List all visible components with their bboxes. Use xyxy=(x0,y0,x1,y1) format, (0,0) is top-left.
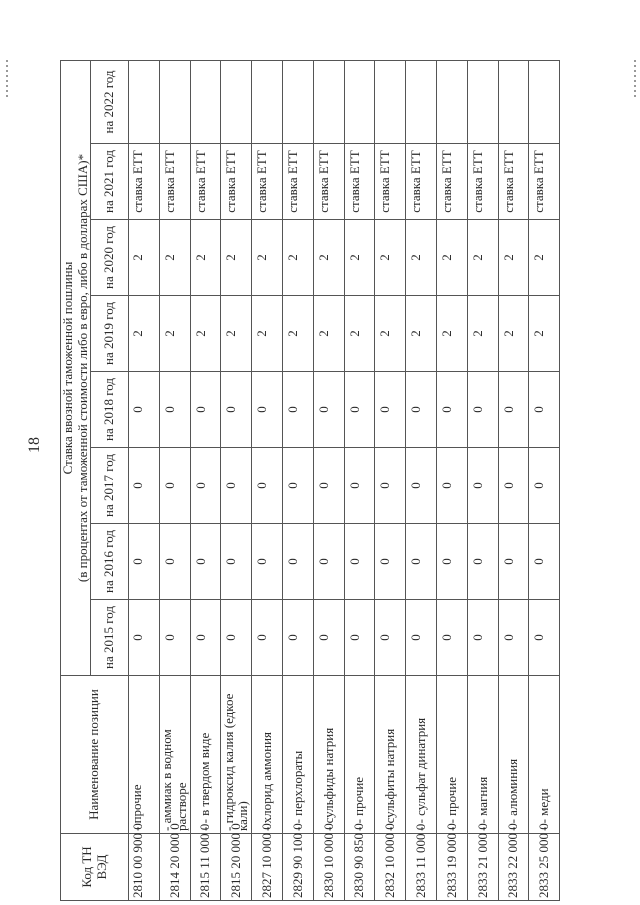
rate-cell xyxy=(529,60,560,143)
table-row xyxy=(467,60,498,900)
rate-cell: ставка ЕТТ xyxy=(467,144,498,220)
scan-margin-mark xyxy=(6,60,8,100)
rate-cell: 0 xyxy=(467,524,498,600)
rate-cell: 2 xyxy=(529,296,560,372)
row-code: 2827 10 000 0 xyxy=(252,834,283,901)
rate-cell: 0 xyxy=(313,372,344,448)
rate-cell: ставка ЕТТ xyxy=(252,144,283,220)
rate-cell: 0 xyxy=(467,600,498,676)
row-code: 2829 90 100 0 xyxy=(282,834,313,901)
year-header: на 2022 год xyxy=(91,60,129,143)
row-name: - - перхлораты xyxy=(282,676,313,834)
row-code: 2815 11 000 0 xyxy=(190,834,221,901)
rate-cell: 2 xyxy=(190,296,221,372)
row-code: 2833 21 000 0 xyxy=(467,834,498,901)
rate-cell xyxy=(159,60,190,143)
rate-cell: 0 xyxy=(529,448,560,524)
rate-cell xyxy=(221,60,252,143)
rate-cell xyxy=(282,60,313,143)
rate-cell: 2 xyxy=(467,296,498,372)
rate-cell: 2 xyxy=(344,220,375,296)
rate-cell: 0 xyxy=(190,448,221,524)
rate-cell xyxy=(436,60,467,143)
rate-cell: 2 xyxy=(529,220,560,296)
table-row xyxy=(344,60,375,900)
rate-cell: 2 xyxy=(159,220,190,296)
rate-cell: 0 xyxy=(313,524,344,600)
row-code: 2814 20 000 0 xyxy=(159,834,190,901)
rate-cell: ставка ЕТТ xyxy=(344,144,375,220)
table-row xyxy=(129,60,160,900)
rate-cell: 2 xyxy=(282,296,313,372)
row-name: - - магния xyxy=(467,676,498,834)
rate-cell xyxy=(313,60,344,143)
rate-cell: 0 xyxy=(498,372,529,448)
rate-cell: ставка ЕТТ xyxy=(221,144,252,220)
year-header: на 2021 год xyxy=(91,144,129,220)
rate-cell: 0 xyxy=(436,600,467,676)
table-row xyxy=(498,60,529,900)
rate-cell: 0 xyxy=(252,524,283,600)
rate-cell: 2 xyxy=(129,296,160,372)
rate-cell: 0 xyxy=(159,524,190,600)
table-row xyxy=(252,60,283,900)
row-code: 2830 10 000 0 xyxy=(313,834,344,901)
rate-cell: 0 xyxy=(221,524,252,600)
rate-cell xyxy=(252,60,283,143)
rate-cell: 0 xyxy=(159,600,190,676)
rate-cell: 0 xyxy=(406,372,437,448)
row-name: - сульфиды натрия xyxy=(313,676,344,834)
table-row xyxy=(406,60,437,900)
rate-cell: 0 xyxy=(529,600,560,676)
rate-cell: 0 xyxy=(406,600,437,676)
rate-cell: 0 xyxy=(190,524,221,600)
rate-cell: 2 xyxy=(190,220,221,296)
row-code: 2810 00 900 0 xyxy=(129,834,160,901)
rate-cell: 0 xyxy=(313,448,344,524)
row-code: 2830 90 850 0 xyxy=(344,834,375,901)
rate-cell: 0 xyxy=(221,372,252,448)
page-number: 18 xyxy=(26,437,43,453)
rate-cell: 0 xyxy=(436,524,467,600)
row-name: - аммиак в водном растворе xyxy=(159,676,190,834)
rate-cell xyxy=(190,60,221,143)
rate-cell: 0 xyxy=(375,372,406,448)
rate-cell: 0 xyxy=(313,600,344,676)
header-rate-line1: Ставка ввозной таможенной пошлины xyxy=(60,261,76,475)
rate-cell: 2 xyxy=(406,220,437,296)
rate-cell: 2 xyxy=(436,220,467,296)
scan-margin-mark xyxy=(634,60,636,100)
rate-cell: 0 xyxy=(252,448,283,524)
rate-cell: 0 xyxy=(467,448,498,524)
header-code: Код ТН ВЭД xyxy=(61,834,129,901)
rate-cell: 0 xyxy=(159,372,190,448)
row-code: 2833 19 000 0 xyxy=(436,834,467,901)
row-name: - прочие xyxy=(129,676,160,834)
rate-cell: 0 xyxy=(129,600,160,676)
rate-cell: ставка ЕТТ xyxy=(375,144,406,220)
rate-cell: 2 xyxy=(282,220,313,296)
header-name: Наименование позиции xyxy=(61,676,129,834)
rate-cell xyxy=(129,60,160,143)
rate-cell: 0 xyxy=(282,448,313,524)
table-body xyxy=(129,60,560,900)
rate-cell: ставка ЕТТ xyxy=(498,144,529,220)
row-name: - - прочие xyxy=(344,676,375,834)
rate-cell: ставка ЕТТ xyxy=(313,144,344,220)
rate-cell: 0 xyxy=(282,524,313,600)
row-name: - - меди xyxy=(529,676,560,834)
rate-cell: 0 xyxy=(375,600,406,676)
rate-cell: 2 xyxy=(159,296,190,372)
rate-cell: 0 xyxy=(159,448,190,524)
rate-cell: 2 xyxy=(313,296,344,372)
rate-cell: 0 xyxy=(129,524,160,600)
row-name: - - алюминия xyxy=(498,676,529,834)
rate-cell: 2 xyxy=(344,296,375,372)
rate-cell: ставка ЕТТ xyxy=(159,144,190,220)
rate-cell: 0 xyxy=(190,372,221,448)
table-row xyxy=(375,60,406,900)
rate-cell: 2 xyxy=(498,296,529,372)
rate-cell: 0 xyxy=(529,372,560,448)
rate-cell: 0 xyxy=(406,448,437,524)
row-name: - сульфиты натрия xyxy=(375,676,406,834)
rate-cell: 0 xyxy=(436,448,467,524)
table-row xyxy=(529,60,560,900)
rate-cell: 2 xyxy=(375,220,406,296)
rate-cell: 2 xyxy=(252,296,283,372)
tariff-table xyxy=(60,60,560,901)
row-name: - хлорид аммония xyxy=(252,676,283,834)
rate-cell: 2 xyxy=(375,296,406,372)
rate-cell: ставка ЕТТ xyxy=(282,144,313,220)
rate-cell: 0 xyxy=(221,600,252,676)
year-header: на 2015 год xyxy=(91,600,129,676)
rate-cell: ставка ЕТТ xyxy=(436,144,467,220)
year-header: на 2018 год xyxy=(91,372,129,448)
rate-cell xyxy=(406,60,437,143)
rate-cell: 0 xyxy=(529,524,560,600)
rate-cell: ставка ЕТТ xyxy=(129,144,160,220)
row-code: 2833 22 000 0 xyxy=(498,834,529,901)
rate-cell xyxy=(498,60,529,143)
row-name: - гидроксид калия (едкое кали) xyxy=(221,676,252,834)
rate-cell: 0 xyxy=(498,524,529,600)
rate-cell: 0 xyxy=(344,372,375,448)
rate-cell: 0 xyxy=(375,448,406,524)
rate-cell: 0 xyxy=(129,448,160,524)
row-code: 2833 25 000 0 xyxy=(529,834,560,901)
rate-cell: 2 xyxy=(221,220,252,296)
rate-cell: 2 xyxy=(467,220,498,296)
rate-cell: ставка ЕТТ xyxy=(190,144,221,220)
rate-cell: 0 xyxy=(190,600,221,676)
rate-cell: 0 xyxy=(129,372,160,448)
rate-cell: 0 xyxy=(221,448,252,524)
rate-cell: 2 xyxy=(498,220,529,296)
row-name: - - сульфат динатрия xyxy=(406,676,437,834)
rate-cell: 0 xyxy=(344,448,375,524)
table-row xyxy=(313,60,344,900)
rate-cell: 0 xyxy=(344,600,375,676)
table-row xyxy=(282,60,313,900)
rate-cell: 0 xyxy=(436,372,467,448)
table-row xyxy=(221,60,252,900)
row-name: - - прочие xyxy=(436,676,467,834)
year-header: на 2020 год xyxy=(91,220,129,296)
row-code: 2833 11 000 0 xyxy=(406,834,437,901)
rate-cell: 0 xyxy=(467,372,498,448)
rate-cell xyxy=(344,60,375,143)
rate-cell xyxy=(375,60,406,143)
rate-cell: 0 xyxy=(282,372,313,448)
row-code: 2832 10 000 0 xyxy=(375,834,406,901)
rate-cell xyxy=(467,60,498,143)
year-header: на 2019 год xyxy=(91,296,129,372)
row-code: 2815 20 000 0 xyxy=(221,834,252,901)
rate-cell: 0 xyxy=(344,524,375,600)
rate-cell: 0 xyxy=(282,600,313,676)
rate-cell: 2 xyxy=(129,220,160,296)
rate-cell: 0 xyxy=(252,372,283,448)
year-header: на 2016 год xyxy=(91,524,129,600)
rate-cell: 2 xyxy=(221,296,252,372)
rate-cell: 0 xyxy=(498,448,529,524)
table-row xyxy=(159,60,190,900)
rate-cell: 0 xyxy=(498,600,529,676)
rate-cell: ставка ЕТТ xyxy=(406,144,437,220)
header-rate xyxy=(61,60,91,675)
rate-cell: 0 xyxy=(406,524,437,600)
rate-cell: 0 xyxy=(375,524,406,600)
rate-cell: 2 xyxy=(406,296,437,372)
row-name: - - в твердом виде xyxy=(190,676,221,834)
table-row xyxy=(190,60,221,900)
year-header: на 2017 год xyxy=(91,448,129,524)
table-row xyxy=(436,60,467,900)
rate-cell: ставка ЕТТ xyxy=(529,144,560,220)
rate-cell: 0 xyxy=(252,600,283,676)
rate-cell: 2 xyxy=(436,296,467,372)
rate-cell: 2 xyxy=(252,220,283,296)
header-rate-line2: (в процентах от таможенной стоимости либо в евро, либо в долларах США)* xyxy=(74,153,90,583)
rate-cell: 2 xyxy=(313,220,344,296)
